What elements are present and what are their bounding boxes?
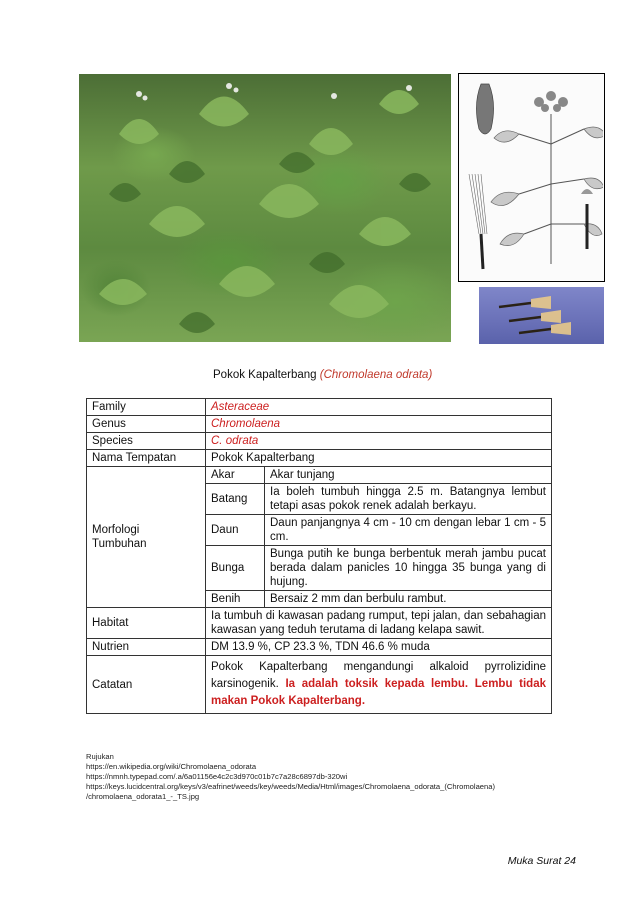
reference-link[interactable]: /chromolaena_odorata1_-_TS.jpg bbox=[86, 792, 200, 801]
habitat-value: Ia tumbuh di kawasan padang rumput, tepi jalan, dan sebahagian kawasan yang teduh terutama di ladang kelapa sawit. bbox=[206, 608, 552, 639]
botanical-illustration bbox=[458, 73, 605, 282]
species-value: C. odrata bbox=[206, 433, 552, 450]
references bbox=[86, 752, 566, 802]
nutrien-value: DM 13.9 %, CP 23.3 %, TDN 46.6 % muda bbox=[206, 639, 552, 656]
morphology-cell bbox=[206, 467, 552, 608]
genus-value: Chromolaena bbox=[206, 416, 552, 433]
table-row-family bbox=[87, 399, 552, 416]
table-row-genus bbox=[87, 416, 552, 433]
reference-link[interactable]: https://keys.lucidcentral.org/keys/v3/eafrinet/weeds/key/weeds/Media/Html/images/Chromolaena_odorata_(Chromolaena) bbox=[86, 782, 495, 791]
table-row-species bbox=[87, 433, 552, 450]
morph-row-batang bbox=[206, 484, 552, 515]
morph-desc: Bersaiz 2 mm dan berbulu rambut. bbox=[265, 591, 552, 608]
morph-part: Akar bbox=[206, 467, 265, 484]
catatan-label: Catatan bbox=[87, 656, 206, 714]
catatan-value bbox=[206, 656, 552, 714]
table-row-catatan bbox=[87, 656, 552, 714]
morphology-label-line1: Morfologi bbox=[92, 524, 140, 536]
family-value: Asteraceae bbox=[206, 399, 552, 416]
morph-row-akar bbox=[206, 467, 552, 484]
caption-scientific-name: (Chromolaena odrata) bbox=[319, 369, 433, 381]
nutrien-label: Nutrien bbox=[87, 639, 206, 656]
reference-link[interactable]: https://nmnh.typepad.com/.a/6a01156e4c2c3d970c01b7c7a28c6897db-320wi bbox=[86, 772, 348, 781]
local-name-value: Pokok Kapalterbang bbox=[206, 450, 552, 467]
morphology-label-line2: Tumbuhan bbox=[92, 538, 147, 550]
morph-part: Batang bbox=[206, 484, 265, 515]
table-row-habitat bbox=[87, 608, 552, 639]
morph-desc: Daun panjangnya 4 cm - 10 cm dengan lebar 1 cm - 5 cm. bbox=[265, 515, 552, 546]
reference-link[interactable]: https://en.wikipedia.org/wiki/Chromolaena_odorata bbox=[86, 762, 257, 771]
catatan-warning: Ia adalah toksik kepada lembu. Lembu tidak makan Pokok Kapalterbang. bbox=[211, 678, 546, 707]
genus-label: Genus bbox=[87, 416, 206, 433]
morph-part: Bunga bbox=[206, 546, 265, 591]
catatan-text: Pokok Kapalterbang mengandungi alkaloid pyrrolizidine karsinogenik. bbox=[211, 661, 546, 690]
habitat-label: Habitat bbox=[87, 608, 206, 639]
morphology-subtable bbox=[205, 466, 552, 608]
seed-photo bbox=[479, 287, 604, 344]
plant-info-table bbox=[86, 398, 552, 714]
morph-row-daun bbox=[206, 515, 552, 546]
table-row-local-name bbox=[87, 450, 552, 467]
local-name-label: Nama Tempatan bbox=[87, 450, 206, 467]
family-label: Family bbox=[87, 399, 206, 416]
species-label: Species bbox=[87, 433, 206, 450]
morph-part: Benih bbox=[206, 591, 265, 608]
morph-row-benih bbox=[206, 591, 552, 608]
table-row-nutrien bbox=[87, 639, 552, 656]
plant-photo bbox=[79, 74, 451, 342]
caption-common-name: Pokok Kapalterbang bbox=[213, 369, 317, 381]
morph-part: Daun bbox=[206, 515, 265, 546]
references-heading: Rujukan bbox=[86, 752, 114, 761]
morph-desc: Ia boleh tumbuh hingga 2.5 m. Batangnya lembut tetapi asas pokok renek adalah berkayu. bbox=[265, 484, 552, 515]
morph-row-bunga bbox=[206, 546, 552, 591]
morph-desc: Akar tunjang bbox=[265, 467, 552, 484]
page-number: Muka Surat 24 bbox=[507, 855, 576, 867]
morph-desc: Bunga putih ke bunga berbentuk merah jambu pucat berada dalam panicles 10 hingga 35 bunga yang di hujung. bbox=[265, 546, 552, 591]
morphology-label bbox=[87, 467, 206, 608]
table-row-morphology bbox=[87, 467, 552, 608]
